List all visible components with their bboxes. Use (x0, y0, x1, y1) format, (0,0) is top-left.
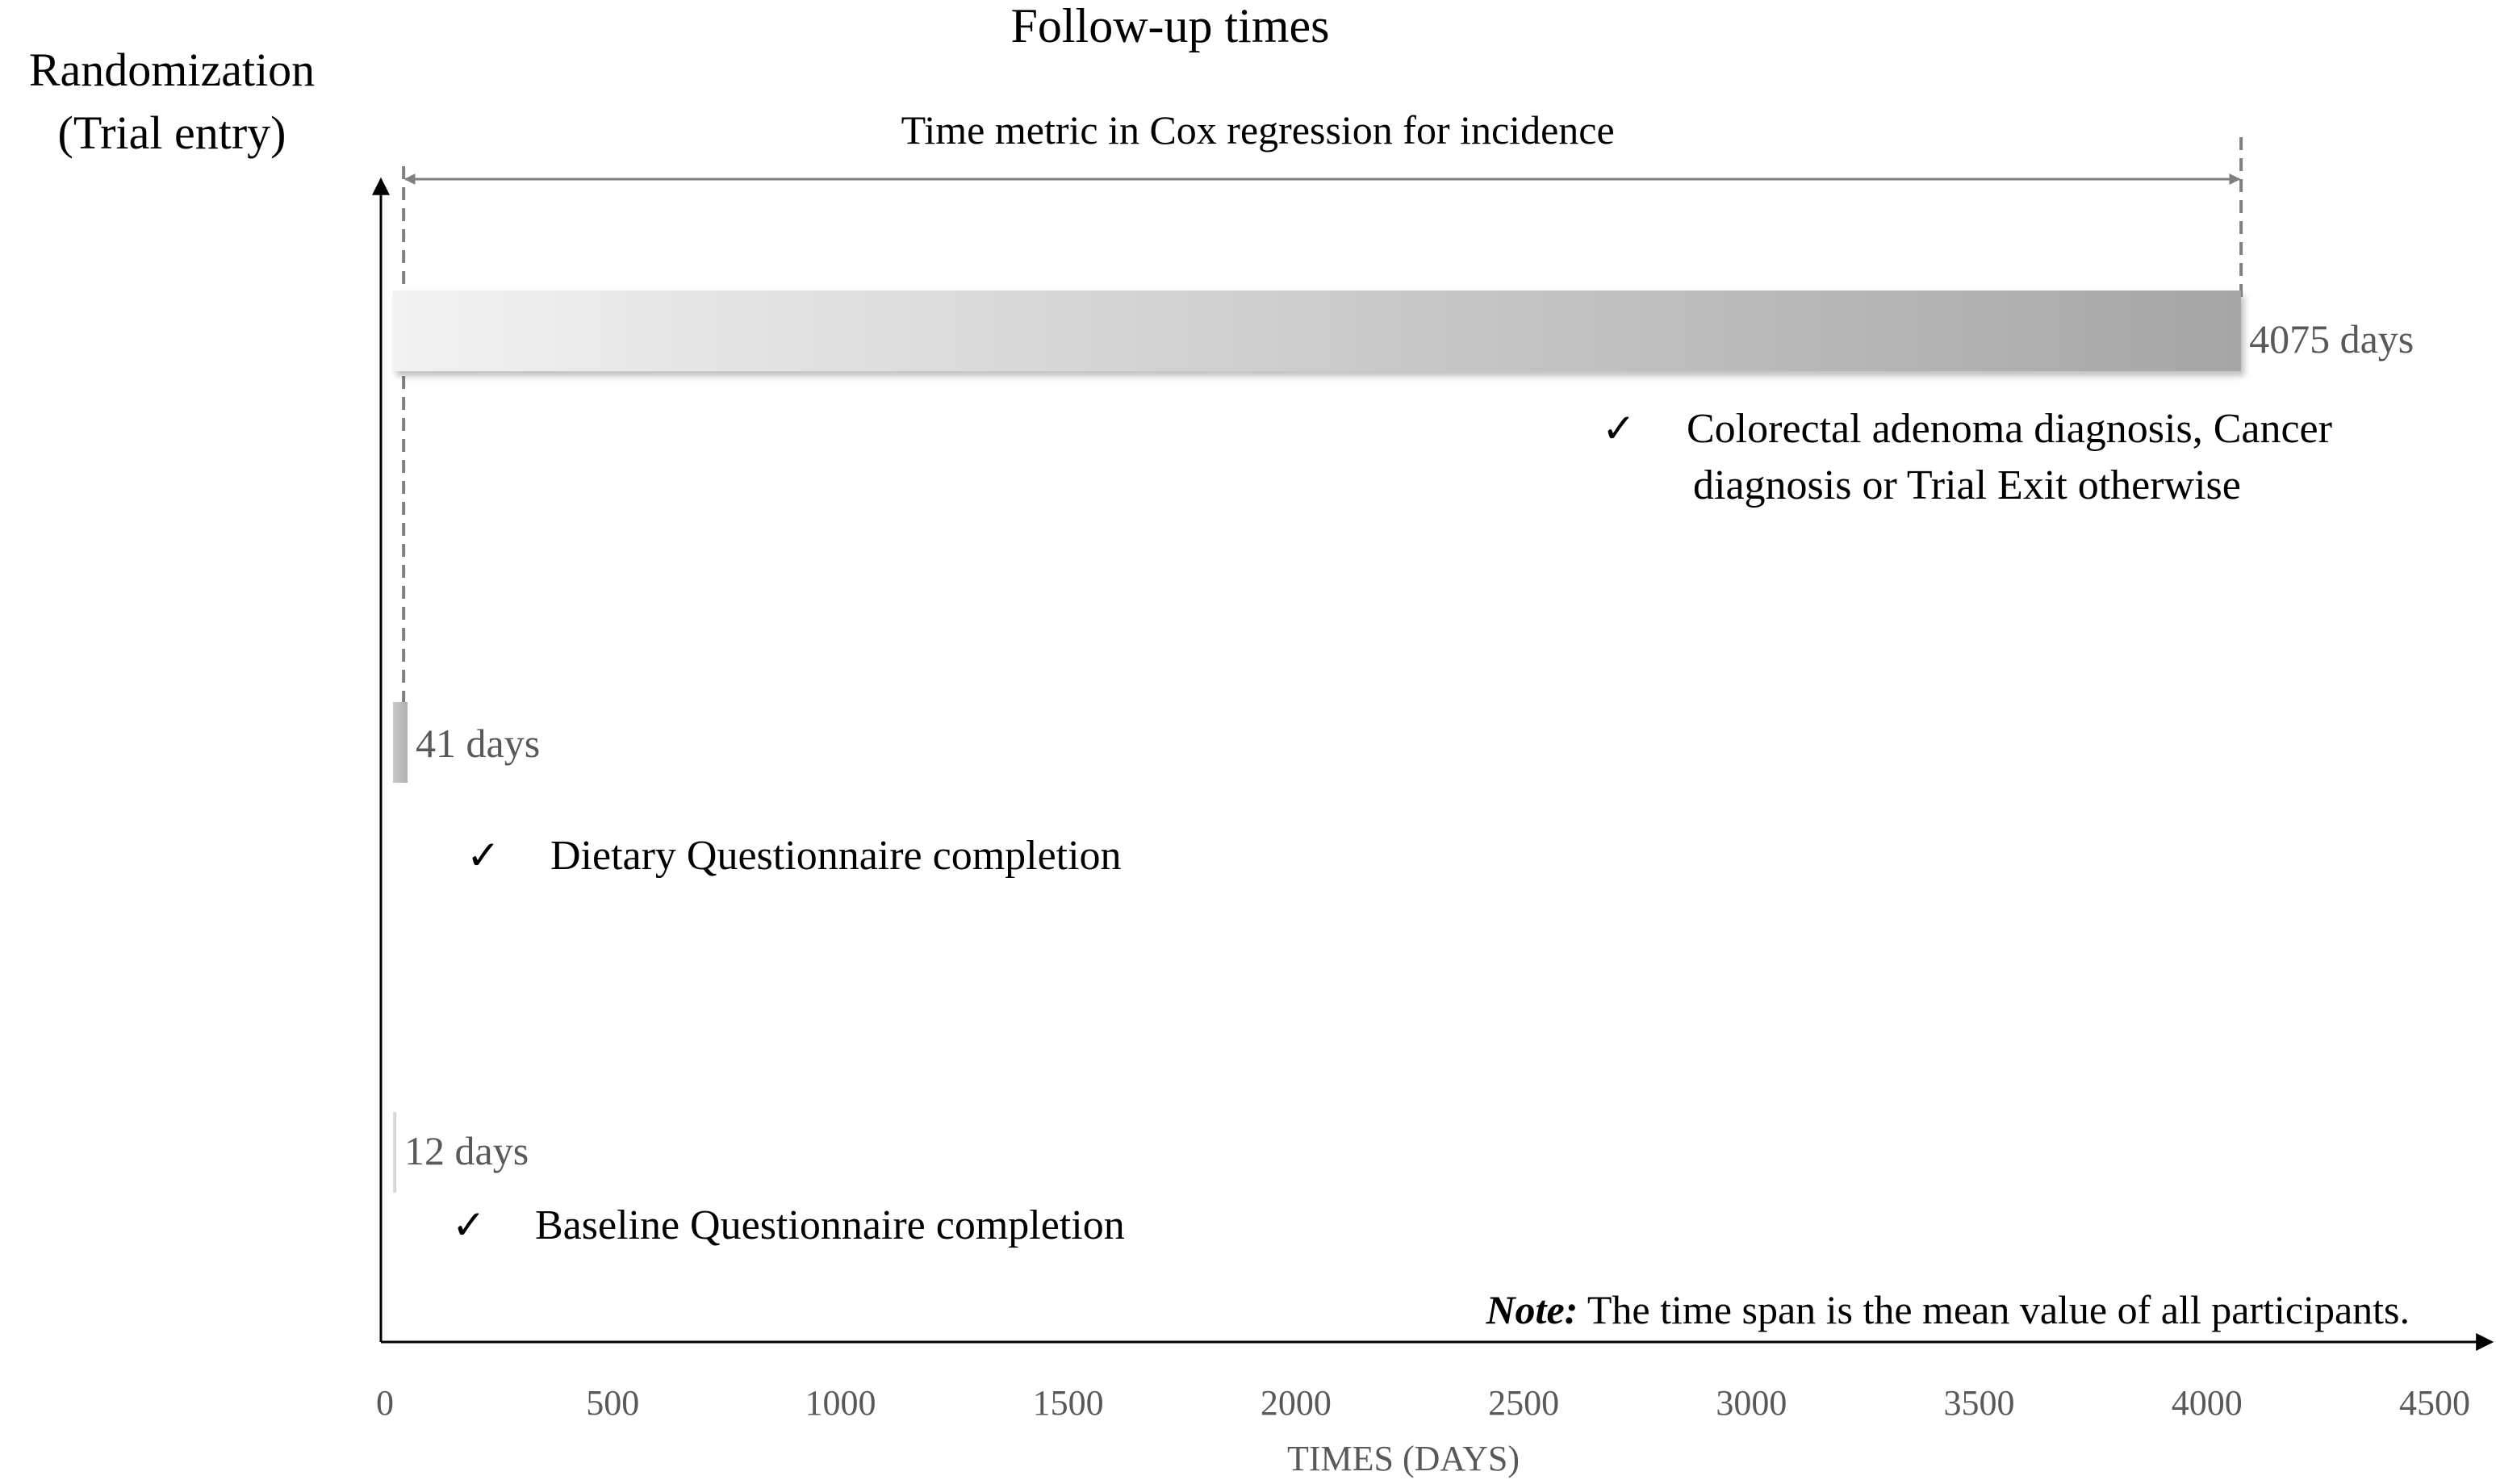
x-tick-label: 500 (586, 1383, 640, 1423)
bar-description: Baseline Questionnaire completion (535, 1202, 1125, 1248)
y-axis-label-line-2: (Trial entry) (57, 107, 286, 159)
chart-title: Follow-up times (1010, 0, 1330, 52)
x-tick-label: 3000 (1716, 1383, 1787, 1423)
bar-value-label: 41 days (416, 721, 541, 766)
bars-group (393, 291, 2414, 1248)
x-tick-labels (376, 1383, 2470, 1423)
check-mark-icon: ✓ (1602, 405, 1636, 452)
bar (393, 291, 2241, 371)
x-tick-label: 2500 (1488, 1383, 1560, 1423)
x-tick-label: 2000 (1260, 1383, 1332, 1423)
bar-description: diagnosis or Trial Exit otherwise (1693, 462, 2241, 508)
x-axis-label: TIMES (DAYS) (1286, 1439, 1520, 1478)
bar (393, 1112, 396, 1193)
x-tick-label: 4000 (2171, 1383, 2243, 1423)
bar (393, 702, 408, 783)
bar-description: Dietary Questionnaire completion (550, 833, 1122, 879)
bar-description: Colorectal adenoma diagnosis, Cancer (1687, 406, 2332, 452)
bar-value-label: 12 days (404, 1128, 529, 1173)
span-annotation-label: Time metric in Cox regression for incidence (901, 107, 1615, 153)
x-tick-label: 1500 (1032, 1383, 1104, 1423)
bar-value-label: 4075 days (2249, 316, 2414, 362)
y-axis-label-line-1: Randomization (28, 44, 316, 96)
x-tick-label: 0 (376, 1383, 394, 1423)
x-tick-label: 1000 (805, 1383, 876, 1423)
check-mark-icon: ✓ (466, 832, 500, 879)
note-text (1485, 1287, 2410, 1332)
x-tick-label: 3500 (1943, 1383, 2015, 1423)
check-mark-icon: ✓ (452, 1202, 486, 1248)
x-tick-label: 4500 (2399, 1383, 2470, 1423)
note-body: The time span is the mean value of all participants. (1578, 1287, 2410, 1332)
note-prefix: Note: (1486, 1287, 1578, 1332)
